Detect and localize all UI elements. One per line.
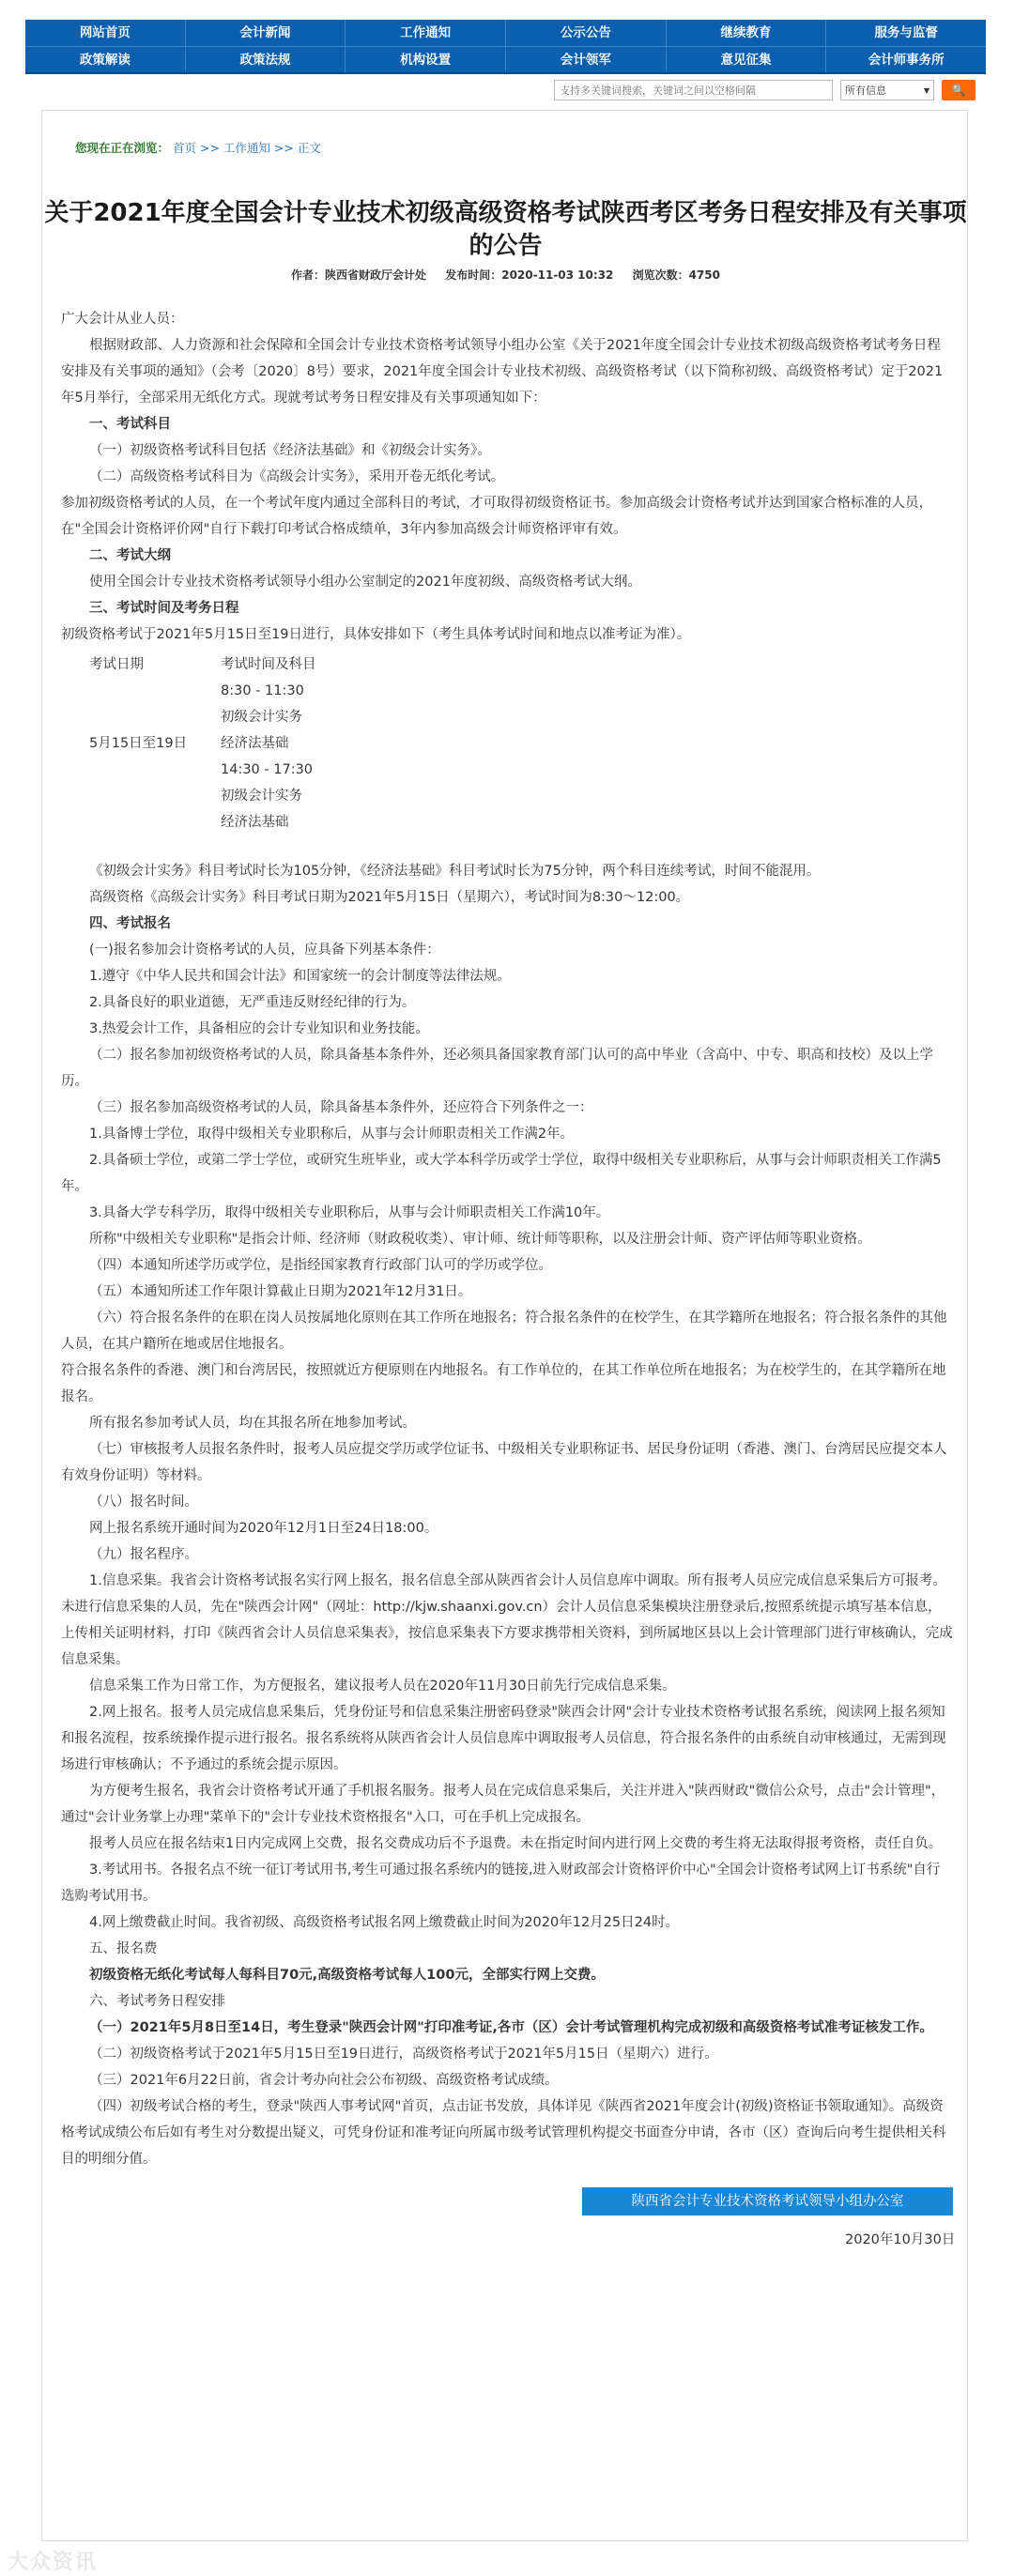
paragraph: 使用全国会计专业技术资格考试领导小组办公室制定的2021年度初级、高级资格考试大纲。 [89,575,641,590]
paragraph: 根据财政部、人力资源和社会保障和全国会计专业技术资格考试领导小组办公室《关于2021年度全国会计专业技术初级高级资格考试考务日程安排及有关事项的通知》（会考〔2020〕8号）要求，2021年度全国会计专业技术初级、高级资格考试（以下简称初级、高级资格考试）定于2021年5月举行，全部采用无纸化方式。现就考试考务日程安排及有关事项通知如下： [61,338,944,406]
paragraph: （二）报名参加初级资格考试的人员，除具备基本条件外，还必须具备国家教育部门认可的高中毕业（含高中、中专、职高和技校）及以上学历。 [61,1048,933,1089]
schedule-cell: 14:30 - 17:30 [221,762,314,777]
paragraph: （八）报名时间。 [89,1495,198,1510]
paragraph: （四）初级考试合格的考生，登录"陕西人事考试网"首页，点击证书发放，具体详见《陕西省2021年度会计(初级)资格证书领取通知》。高级资格考试成绩公布后如有考生对分数提出疑义，可凭身份证和准考证向所属市级考试管理机构提交书面查分申请，各市（区）查询后向考生提供相关科目的明细分值。 [61,2099,946,2167]
author-meta [291,268,426,282]
spacer [89,678,221,730]
nav-item-organization[interactable]: 机构设置 [346,47,506,72]
breadcrumb-notices[interactable]: 工作通知 [223,141,270,155]
paragraph: 3.热爱会计工作，具备相应的会计专业知识和业务技能。 [89,1021,429,1036]
schedule-date-header: 考试日期 [89,657,144,672]
schedule-cell: 8:30 - 11:30 [221,683,304,698]
paragraph: 2.具备硕士学位，或第二学士学位，或研究生班毕业，或大学本科学历或学士学位，取得中级相关专业职称后，从事与会计师职责相关工作满5年。 [61,1153,942,1194]
section-heading: 初级资格无纸化考试每人每科目70元,高级资格考试每人100元，全部实行网上交费。 [89,1968,605,1983]
schedule-time-column [221,652,502,836]
paragraph: 报考人员应在报名结束1日内完成网上交费，报名交费成功后不予退费。未在指定时间内进行网上交费的考生将无法取得报考资格，责任自负。 [89,1836,943,1851]
top-navigation [25,20,986,74]
nav-item-notices[interactable]: 工作通知 [346,20,506,46]
watermark-logo: 大众资讯 [8,2551,99,2574]
schedule-time-header: 考试时间及科目 [221,657,316,672]
search-bar [554,80,976,100]
breadcrumb-current[interactable]: 正文 [297,141,321,155]
paragraph: 2.具备良好的职业道德，无严重违反财经纪律的行为。 [89,995,416,1010]
paragraph: 六、考试考务日程安排 [89,1994,225,2009]
paragraph: 3.具备大学专科学历，取得中级相关专业职称后，从事与会计师职责相关工作满10年。 [89,1205,610,1220]
section-heading: 四、考试报名 [89,916,171,931]
search-button[interactable] [942,80,976,100]
breadcrumb-home[interactable]: 首页 [173,141,197,155]
search-scope-value: 所有信息 [845,84,886,97]
nav-item-policy-interpretation[interactable]: 政策解读 [25,47,186,72]
paragraph: （四）本通知所述学历或学位，是指经国家教育行政部门认可的学历或学位。 [89,1258,552,1273]
article-body [61,306,953,2172]
paragraph: 2.网上报名。报考人员完成信息采集后，凭身份证号和信息采集注册密码登录"陕西会计网"会计专业技术资格考试报名系统，阅读网上报名须知和报名流程，按系统操作提示进行报名。报名系统将从陕西省会计人员信息库中调取报考人员信息，符合报名条件的由系统自动审核通过，无需到现场进行审核确认；不予通过的系统会提示原因。 [61,1705,946,1772]
search-scope-select[interactable] [840,80,934,100]
paragraph: 信息采集工作为日常工作，为方便报名，建议报考人员在2020年11月30日前先行完成信息采集。 [89,1679,676,1694]
author-value: 陕西省财政厅会计处 [325,268,427,282]
paragraph: 符合报名条件的香港、澳门和台湾居民，按照就近方便原则在内地报名。有工作单位的，在其工作单位所在地报名；为在校学生的，在其学籍所在地报名。 [61,1363,946,1404]
search-icon: 🔍 [951,84,966,97]
paragraph: 3.考试用书。各报名点不统一征订考试用书,考生可通过报名系统内的链接,进入财政部会计资格评价中心"全国会计资格考试网上订书系统"自行选购考试用书。 [61,1863,941,1904]
paragraph: （二）初级资格考试于2021年5月15日至19日进行，高级资格考试于2021年5月15日（星期六）进行。 [89,2047,718,2062]
views-label: 浏览次数： [632,268,689,282]
paragraph: 1.具备博士学位，取得中级相关专业职称后，从事与会计师职责相关工作满2年。 [89,1127,575,1142]
nav-item-education[interactable]: 继续教育 [667,20,827,46]
salutation: 广大会计从业人员： [61,312,184,327]
schedule-cell: 经济法基础 [221,815,289,830]
date-label: 发布时间： [445,268,502,282]
paragraph: （一）初级资格考试科目包括《经济法基础》和《初级会计实务》。 [89,443,491,458]
nav-item-announcements[interactable]: 公示公告 [506,20,667,46]
article-meta [42,267,969,283]
schedule-cell: 经济法基础 [221,736,289,751]
paragraph: 《初级会计实务》科目考试时长为105分钟，《经济法基础》科目考试时长为75分钟，两个科目连续考试，时间不能混用。 [89,864,821,879]
chevron-down-icon: ▼ [923,85,930,95]
schedule-cell: 初级会计实务 [221,789,302,804]
section-heading: 二、考试大纲 [89,548,171,563]
paragraph: 五、报名费 [89,1941,158,1956]
section-heading: （一）2021年5月8日至14日，考生登录"陕西会计网"打印准考证,各市（区）会计考试管理机构完成初级和高级资格考试准考证核发工作。 [89,2020,933,2035]
paragraph: 1.遵守《中华人民共和国会计法》和国家统一的会计制度等法律法规。 [89,969,511,984]
paragraph: 1.信息采集。我省会计资格考试报名实行网上报名，报名信息全部从陕西省会计人员信息库中调取。所有报考人员应完成信息采集后方可报考。未进行信息采集的人员，先在"陕西会计网"（网址：http://kjw.shaanxi.gov.cn）会计人员信息采集模块注册登录后,按照系统提示填写基本信息，上传相关证明材料，打印《陕西省会计人员信息采集表》，按信息采集表下方要求携带相关资料，到所属地区县以上会计管理部门进行审核确认，完成信息采集。 [61,1573,953,1667]
nav-row-1 [25,20,986,46]
paragraph: 为方便考生报名，我省会计资格考试开通了手机报名服务。报考人员在完成信息采集后，关注并进入"陕西财政"微信公众号，点击"会计管理"，通过"会计业务掌上办理"菜单下的"会计专业技术资格报名"入口，可在手机上完成报名。 [61,1784,945,1825]
content-panel [41,110,968,2541]
nav-item-service[interactable]: 服务与监督 [874,25,938,40]
nav-row-2 [25,46,986,72]
issue-date: 2020年10月30日 [845,2232,956,2247]
date-meta [445,268,613,282]
nav-item-leaders[interactable]: 会计领军 [506,47,667,72]
breadcrumb [75,139,321,156]
issuing-organization: 陕西省会计专业技术资格考试领导小组办公室 [582,2187,953,2216]
spacer [61,841,953,858]
nav-item-regulations[interactable]: 政策法规 [186,47,346,72]
paragraph: 网上报名系统开通时间为2020年12月1日至24日18:00。 [89,1521,438,1536]
paragraph: （九）报名程序。 [89,1547,198,1562]
paragraph: （七）审核报考人员报名条件时，报考人员应提交学历或学位证书、中级相关专业职称证书、居民身份证明（香港、澳门、台湾居民应提交本人有效身份证明）等材料。 [61,1442,947,1483]
paragraph: 4.网上缴费截止时间。我省初级、高级资格考试报名网上缴费截止时间为2020年12月25日24时。 [89,1915,680,1930]
nav-item-home[interactable]: 网站首页 [25,20,186,46]
breadcrumb-sep: >> [269,141,298,155]
page-title: 关于2021年度全国会计专业技术初级高级资格考试陕西考区考务日程安排及有关事项的公告 [44,199,967,260]
nav-item-firms[interactable]: 会计师事务所 [868,53,945,68]
views-value: 4750 [688,268,720,282]
paragraph: 参加初级资格考试的人员，在一个考试年度内通过全部科目的考试，才可取得初级资格证书。参加高级会计资格考试并达到国家合格标准的人员，在"全国会计资格评价网"自行下载打印考试合格成绩单，3年内参加高级会计师资格评审有效。 [61,496,932,537]
paragraph: （三）2021年6月22日前，省会计考办向社会公布初级、高级资格考试成绩。 [89,2073,559,2088]
nav-item-news[interactable]: 会计新闻 [186,20,346,46]
paragraph: 初级资格考试于2021年5月15日至19日进行，具体安排如下（考生具体考试时间和地点以准考证为准）。 [61,627,691,642]
section-heading: 一、考试科目 [89,417,171,432]
paragraph: 所有报名参加考试人员，均在其报名所在地参加考试。 [89,1416,416,1431]
schedule-date-value: 5月15日至19日 [89,736,188,751]
paragraph: (一)报名参加会计资格考试的人员，应具备下列基本条件： [89,943,440,958]
paragraph: 所称"中级相关专业职称"是指会计师、经济师（财政税收类）、审计师、统计师等职称，以及注册会计师、资产评估师等职业资格。 [89,1232,871,1247]
paragraph: 高级资格《高级会计实务》科目考试日期为2021年5月15日（星期六），考试时间为8:30～12:00。 [89,890,690,905]
author-label: 作者： [291,268,326,282]
nav-item-feedback[interactable]: 意见征集 [667,47,827,72]
section-heading: 三、考试时间及考务日程 [89,601,239,616]
date-value: 2020-11-03 10:32 [501,268,614,282]
views-meta [633,268,720,282]
schedule-cell: 初级会计实务 [221,710,302,725]
search-input[interactable] [554,80,833,100]
schedule-date-column [89,652,221,836]
breadcrumb-label: 您现在正在浏览： [75,141,170,155]
paragraph: （三）报名参加高级资格考试的人员，除具备基本条件外，还应符合下列条件之一： [89,1100,593,1115]
paragraph: （六）符合报名条件的在职在岗人员按属地化原则在其工作所在地报名；符合报名条件的在校学生，在其学籍所在地报名；符合报名条件的其他人员，在其户籍所在地或居住地报名。 [61,1311,947,1352]
breadcrumb-sep: >> [196,141,223,155]
paragraph: （五）本通知所述工作年限计算截止日期为2021年12月31日。 [89,1284,472,1299]
exam-schedule-table [89,652,953,836]
paragraph: （二）高级资格考试科目为《高级会计实务》，采用开卷无纸化考试。 [89,469,505,484]
